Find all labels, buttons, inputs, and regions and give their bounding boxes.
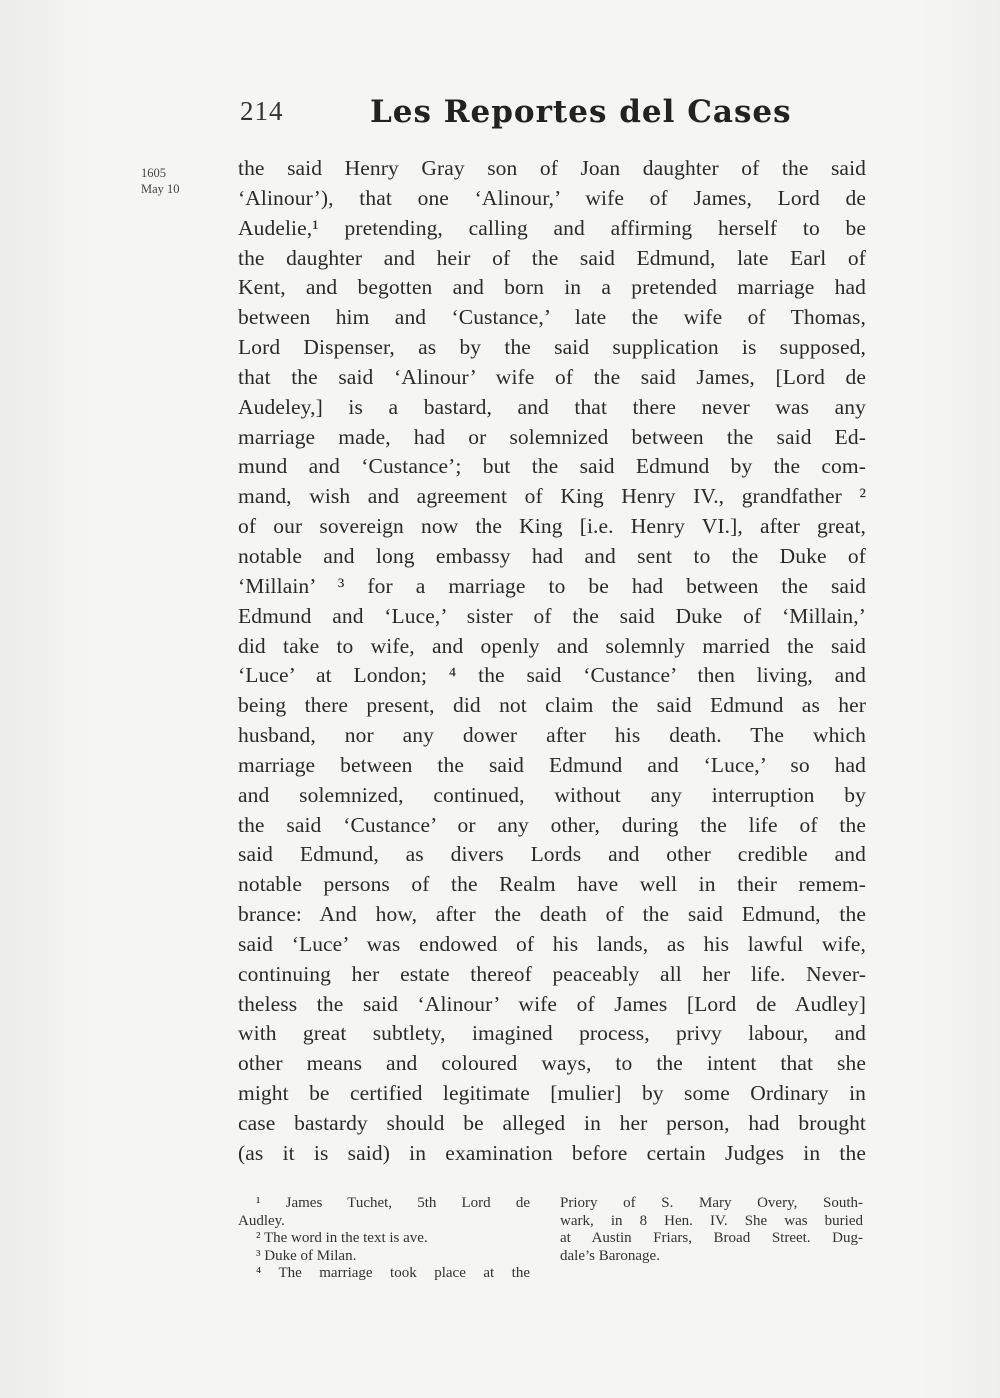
footnote-line: ¹ James Tuchet, 5th Lord de [256,1195,530,1211]
body-line: Audelie,¹ pretending, calling and affirming herself to be [238,215,866,240]
body-line: Kent, and begotten and born in a pretended marriage had [238,275,866,300]
footnote-line: wark, in 8 Hen. IV. She was buried [560,1212,863,1229]
body-line: mund and ‘Custance’; but the said Edmund by the com- [238,454,866,479]
body-line: notable and long embassy had and sent to the Duke of [238,543,866,568]
body-line: case bastardy should be alleged in her person, had brought [238,1111,866,1135]
body-line: Edmund and ‘Luce,’ sister of the said Duke of ‘Millain,’ [238,603,866,628]
body-line: mand, wish and agreement of King Henry IV., grandfather ² [238,484,866,509]
margin-date-note [141,165,211,197]
body-line: did take to wife, and openly and solemnly married the said [238,633,866,658]
margin-year: 1605 [141,166,166,180]
page-number: 214 [240,96,284,126]
footnote-line: ³ Duke of Milan. [256,1247,357,1264]
running-title: Les Reportes del Cases [370,94,792,130]
body-line: marriage between the said Edmund and ‘Luce,’ so had [238,752,866,777]
body-line: marriage made, had or solemnized between the said Ed- [238,424,866,449]
body-line: (as it is said) in examination before certain Judges in the [238,1140,866,1165]
body-line: might be certified legitimate [mulier] by some Ordinary in [238,1081,866,1106]
footnotes-right-column [560,1195,863,1265]
body-line: Lord Dispenser, as by the said supplication is supposed, [238,335,866,360]
footnote-line: Priory of S. Mary Overy, South- [560,1195,863,1211]
body-line: the said ‘Custance’ or any other, during the life of the [238,812,866,837]
body-line: being there present, did not claim the said Edmund as her [238,693,866,718]
body-line: and solemnized, continued, without any interruption by [238,782,866,807]
body-line: notable persons of the Realm have well in their remem- [238,872,866,897]
footnote-line: Audley. [238,1212,285,1229]
footnotes-left-column [238,1195,530,1283]
body-line: brance: And how, after the death of the said Edmund, the [238,902,866,927]
body-line: ‘Alinour’), that one ‘Alinour,’ wife of James, Lord de [238,185,866,210]
body-text [238,154,866,1169]
footnote-line: at Austin Friars, Broad Street. Dug- [560,1230,863,1246]
margin-day: May 10 [141,182,180,196]
body-line: that the said ‘Alinour’ wife of the said James, [Lord de [238,364,866,389]
body-line: Audeley,] is a bastard, and that there never was any [238,394,866,419]
body-line: the said Henry Gray son of Joan daughter of the said [238,156,866,180]
body-line: ‘Luce’ at London; ⁴ the said ‘Custance’ then living, and [238,663,866,688]
body-line: between him and ‘Custance,’ late the wife of Thomas, [238,305,866,330]
footnote-line: ⁴ The marriage took place at the [256,1265,530,1281]
footnote-line: ² The word in the text is ave. [256,1230,428,1246]
body-line: theless the said ‘Alinour’ wife of James [Lord de Audley] [238,991,866,1016]
body-line: husband, nor any dower after his death. The which [238,723,866,748]
footnote-line: dale’s Baronage. [560,1247,660,1264]
body-line: continuing her estate thereof peaceably all her life. Never- [238,961,866,986]
body-line: said ‘Luce’ was endowed of his lands, as his lawful wife, [238,931,866,956]
body-line: other means and coloured ways, to the intent that she [238,1051,866,1076]
body-line: said Edmund, as divers Lords and other credible and [238,842,866,867]
body-line: of our sovereign now the King [i.e. Henry VI.], after great, [238,514,866,539]
body-line: ‘Millain’ ³ for a marriage to be had between the said [238,573,866,598]
body-line: the daughter and heir of the said Edmund, late Earl of [238,245,866,270]
body-line: with great subtlety, imagined process, privy labour, and [238,1021,866,1046]
